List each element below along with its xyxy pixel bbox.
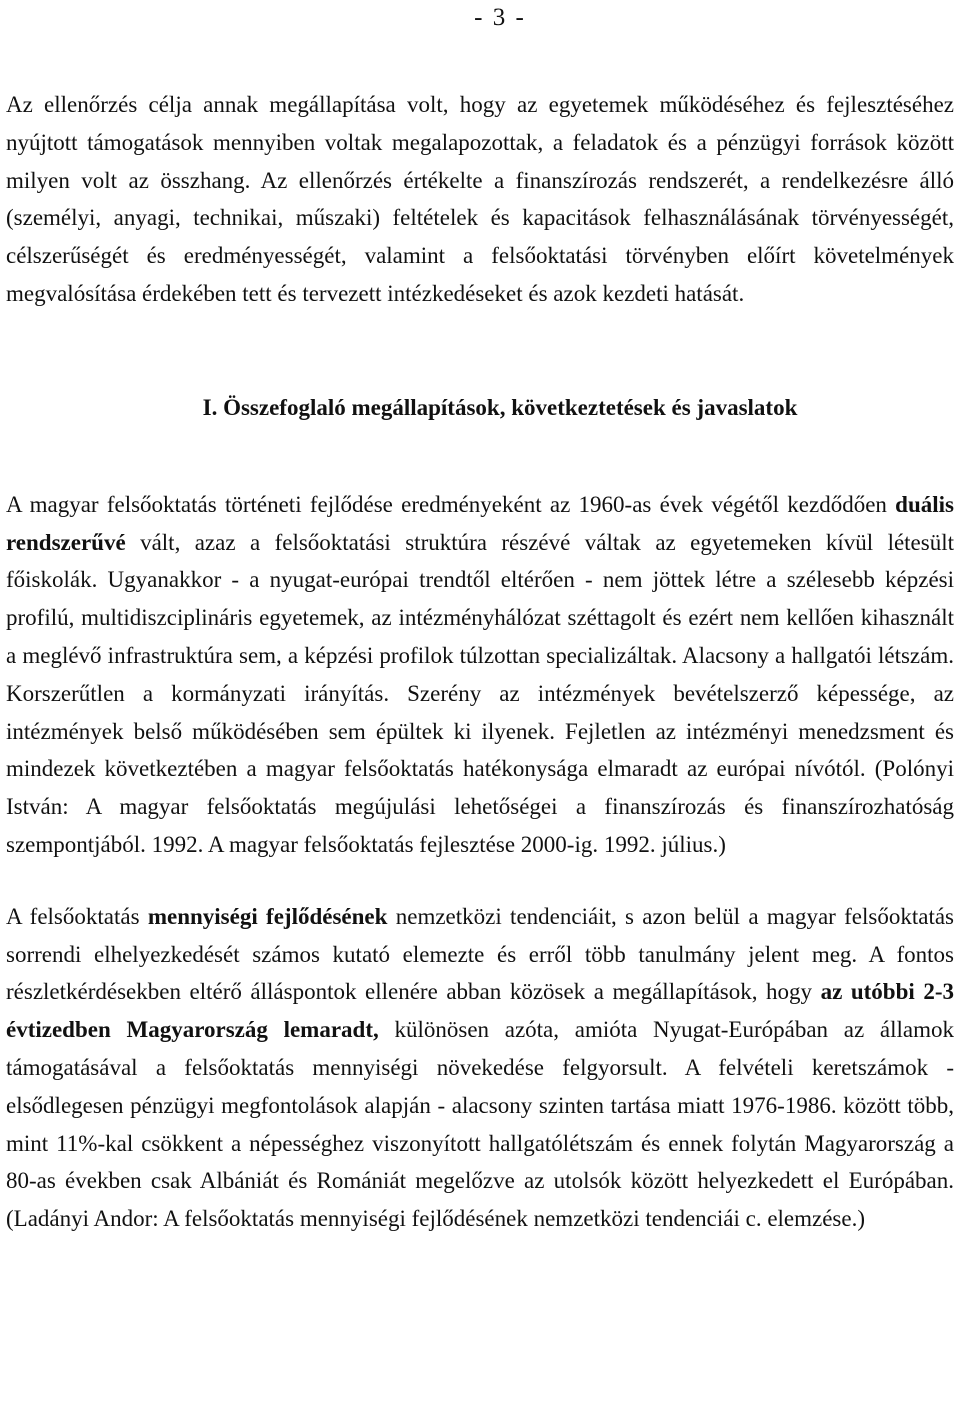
paragraph-text: nemzetközi tendenciáit, s azon belül a magyar felsőoktatás sorrendi elhelyezkedését számos kutató elemezte és erről több tanulmány jelent meg. A fontos részletkérdésekben eltérő álláspontok ellenére abban közösek a megállapítások, hogy [6,903,954,1005]
section-heading: I. Összefoglaló megállapítások, következtetések és javaslatok [202,394,798,420]
paragraph-text: A magyar felsőoktatás történeti fejlődése eredményeként az 1960-as évek végétől kezdődően [6,491,896,517]
emphasis-text: az utóbbi 2-3 évtizedben Magyarország lemaradt, [6,979,954,1043]
paragraph-text: különösen azóta, amióta Nyugat-Európában az államok támogatásával a felsőoktatás mennyiségi növekedése felgyorsult. A felvételi keretszámok - elsődlegesen pénzügyi megfontolások alapján - alacsony szinten tartása miatt 1976-1986. között több, mint 11%-kal csökkent a népességhez viszonyított hallgatólétszám és ennek folytán Magyarország a 80-as években csak Albániát és Romániát megelőzve az utolsók között helyezkedett el Európában. (Ladányi Andor: A felsőoktatás mennyiségi fejlődésének nemzetközi tendenciái c. elemzése.) [6,1017,954,1232]
paragraph-structure [6,486,954,864]
paragraph-quantitative-development [6,898,954,1238]
emphasis-text: duális rendszerűvé [6,491,954,555]
document-body [6,86,954,1238]
intro-paragraph: Az ellenőrzés célja annak megállapítása volt, hogy az egyetemek működéséhez és fejlesztéséhez nyújtott támogatások mennyiben voltak megalapozottak, a feladatok és a pénzügyi források között milyen volt az összhang. Az ellenőrzés értékelte a finanszírozás rendszerét, a rendelkezésre álló (személyi, anyagi, technikai, műszaki) feltételek és kapacitások felhasználásának törvényességét, célszerűségét és eredményességét, valamint a felsőoktatási törvényben előírt követelmények megvalósítása érdekében tett és tervezett intézkedéseket és azok kezdeti hatását. [6,92,954,306]
page-number: - 3 - [474,4,526,31]
paragraph-text: vált, azaz a felsőoktatási struktúra részévé váltak az egyetemeken kívül létesült főiskolák. Ugyanakkor - a nyugat-európai trendtől eltérően - nem jöttek létre a szélesebb képzési profilú, multidiszciplináris egyetemek, az intézményhálózat széttagolt és ezért nem kellően kihasznált a meglévő infrastruktúra sem, a képzési profilok túlzottan specializáltak. Alacsony a hallgatói létszám. Korszerűtlen a kormányzati irányítás. Szerény az intézmények bevételszerző képessége, az intézmények belső működésében sem épültek ki ilyenek. Fejletlen az intézményi menedzsment és mindezek következtében a magyar felsőoktatás hatékonysága elmaradt az európai nívótól. (Polónyi István: A magyar felsőoktatás megújulási lehetőségei a finanszírozás és finanszírozhatóság szempontjából. 1992. A magyar felsőoktatás fejlesztése 2000-ig. 1992. július.) [6,529,954,857]
paragraph-text: A felsőoktatás [6,903,148,929]
emphasis-text: mennyiségi fejlődésének [147,903,388,929]
